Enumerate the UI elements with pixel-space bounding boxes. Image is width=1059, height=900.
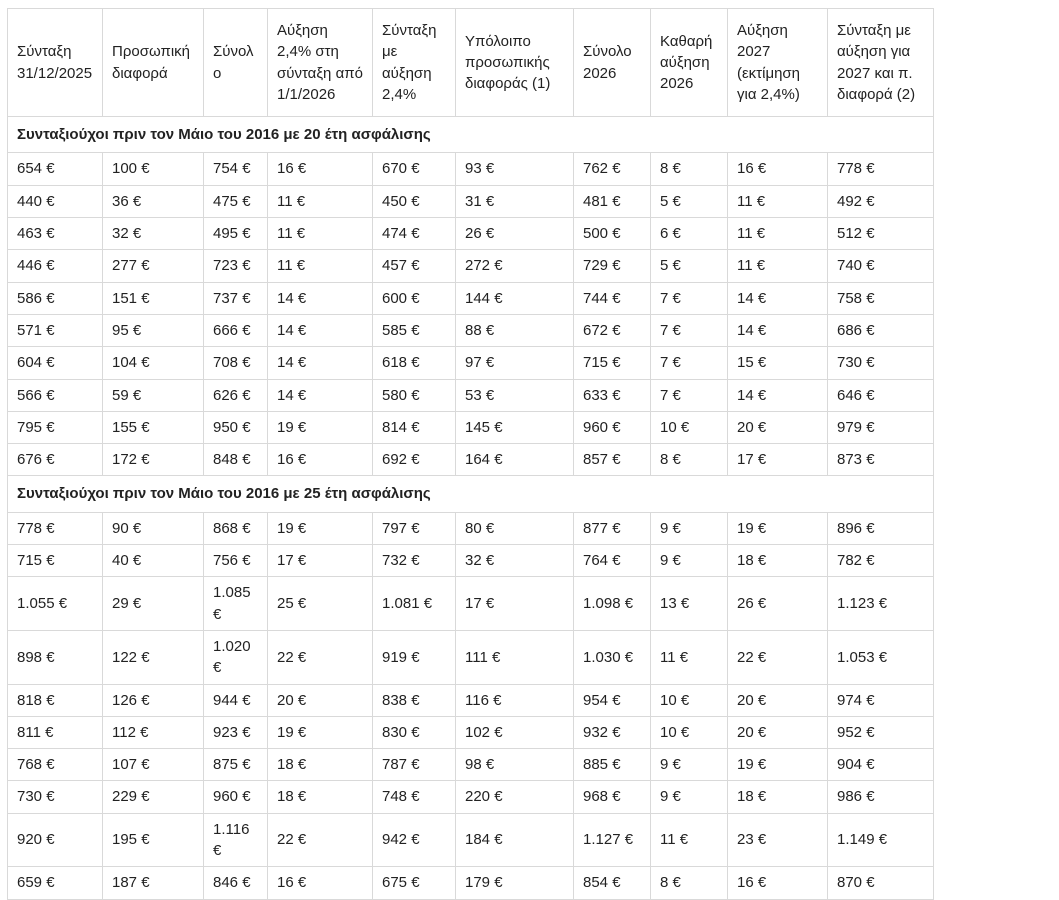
cell: 492 € xyxy=(828,185,934,217)
cell: 740 € xyxy=(828,250,934,282)
cell: 195 € xyxy=(103,813,204,867)
cell: 19 € xyxy=(728,512,828,544)
cell: 586 € xyxy=(8,282,103,314)
cell: 571 € xyxy=(8,314,103,346)
cell: 93 € xyxy=(456,153,574,185)
table-body xyxy=(8,117,934,899)
cell: 500 € xyxy=(574,218,651,250)
cell: 25 € xyxy=(268,577,373,631)
cell: 782 € xyxy=(828,545,934,577)
cell: 19 € xyxy=(268,716,373,748)
cell: 14 € xyxy=(268,347,373,379)
cell: 944 € xyxy=(204,684,268,716)
cell: 18 € xyxy=(268,781,373,813)
cell: 512 € xyxy=(828,218,934,250)
cell: 580 € xyxy=(373,379,456,411)
cell: 585 € xyxy=(373,314,456,346)
column-header: Σύνταξη με αύξηση 2,4% xyxy=(373,9,456,117)
cell: 16 € xyxy=(728,867,828,899)
cell: 19 € xyxy=(268,512,373,544)
cell: 723 € xyxy=(204,250,268,282)
cell: 868 € xyxy=(204,512,268,544)
cell: 98 € xyxy=(456,749,574,781)
table-row xyxy=(8,314,934,346)
cell: 686 € xyxy=(828,314,934,346)
cell: 1.127 € xyxy=(574,813,651,867)
cell: 960 € xyxy=(574,411,651,443)
cell: 88 € xyxy=(456,314,574,346)
cell: 1.149 € xyxy=(828,813,934,867)
cell: 11 € xyxy=(728,218,828,250)
cell: 104 € xyxy=(103,347,204,379)
cell: 14 € xyxy=(728,282,828,314)
cell: 748 € xyxy=(373,781,456,813)
table-row xyxy=(8,867,934,899)
cell: 1.053 € xyxy=(828,630,934,684)
cell: 875 € xyxy=(204,749,268,781)
cell: 59 € xyxy=(103,379,204,411)
cell: 32 € xyxy=(103,218,204,250)
cell: 5 € xyxy=(651,185,728,217)
cell: 795 € xyxy=(8,411,103,443)
cell: 737 € xyxy=(204,282,268,314)
cell: 475 € xyxy=(204,185,268,217)
cell: 830 € xyxy=(373,716,456,748)
cell: 904 € xyxy=(828,749,934,781)
table-row xyxy=(8,577,934,631)
cell: 932 € xyxy=(574,716,651,748)
cell: 877 € xyxy=(574,512,651,544)
cell: 633 € xyxy=(574,379,651,411)
cell: 1.081 € xyxy=(373,577,456,631)
cell: 1.055 € xyxy=(8,577,103,631)
table-row xyxy=(8,749,934,781)
cell: 870 € xyxy=(828,867,934,899)
cell: 873 € xyxy=(828,444,934,476)
cell: 670 € xyxy=(373,153,456,185)
cell: 13 € xyxy=(651,577,728,631)
table-row xyxy=(8,444,934,476)
cell: 14 € xyxy=(268,314,373,346)
cell: 8 € xyxy=(651,153,728,185)
table-row xyxy=(8,185,934,217)
cell: 126 € xyxy=(103,684,204,716)
cell: 659 € xyxy=(8,867,103,899)
cell: 1.098 € xyxy=(574,577,651,631)
cell: 676 € xyxy=(8,444,103,476)
cell: 708 € xyxy=(204,347,268,379)
cell: 14 € xyxy=(268,282,373,314)
cell: 22 € xyxy=(268,630,373,684)
cell: 97 € xyxy=(456,347,574,379)
cell: 974 € xyxy=(828,684,934,716)
cell: 797 € xyxy=(373,512,456,544)
cell: 9 € xyxy=(651,512,728,544)
cell: 14 € xyxy=(728,314,828,346)
cell: 26 € xyxy=(456,218,574,250)
cell: 10 € xyxy=(651,684,728,716)
cell: 732 € xyxy=(373,545,456,577)
cell: 102 € xyxy=(456,716,574,748)
column-header: Υπόλοιπο προσωπικής διαφοράς (1) xyxy=(456,9,574,117)
cell: 968 € xyxy=(574,781,651,813)
cell: 495 € xyxy=(204,218,268,250)
cell: 172 € xyxy=(103,444,204,476)
table-row xyxy=(8,716,934,748)
table-row xyxy=(8,411,934,443)
cell: 164 € xyxy=(456,444,574,476)
cell: 768 € xyxy=(8,749,103,781)
cell: 20 € xyxy=(728,716,828,748)
cell: 885 € xyxy=(574,749,651,781)
cell: 229 € xyxy=(103,781,204,813)
cell: 675 € xyxy=(373,867,456,899)
cell: 18 € xyxy=(268,749,373,781)
cell: 600 € xyxy=(373,282,456,314)
cell: 155 € xyxy=(103,411,204,443)
cell: 986 € xyxy=(828,781,934,813)
section-title: Συνταξιούχοι πριν τον Μάιο του 2016 με 25 έτη ασφάλισης xyxy=(8,476,934,512)
cell: 17 € xyxy=(728,444,828,476)
cell: 758 € xyxy=(828,282,934,314)
cell: 1.085 € xyxy=(204,577,268,631)
column-header: Καθαρή αύξηση 2026 xyxy=(651,9,728,117)
cell: 220 € xyxy=(456,781,574,813)
cell: 952 € xyxy=(828,716,934,748)
cell: 18 € xyxy=(728,781,828,813)
cell: 9 € xyxy=(651,781,728,813)
cell: 604 € xyxy=(8,347,103,379)
cell: 116 € xyxy=(456,684,574,716)
cell: 53 € xyxy=(456,379,574,411)
cell: 11 € xyxy=(268,185,373,217)
cell: 979 € xyxy=(828,411,934,443)
cell: 36 € xyxy=(103,185,204,217)
cell: 19 € xyxy=(728,749,828,781)
cell: 762 € xyxy=(574,153,651,185)
table-row xyxy=(8,684,934,716)
cell: 1.020 € xyxy=(204,630,268,684)
column-header: Προσωπική διαφορά xyxy=(103,9,204,117)
cell: 15 € xyxy=(728,347,828,379)
column-header: Αύξηση 2027 (εκτίμηση για 2,4%) xyxy=(728,9,828,117)
cell: 17 € xyxy=(456,577,574,631)
cell: 11 € xyxy=(728,185,828,217)
cell: 100 € xyxy=(103,153,204,185)
cell: 666 € xyxy=(204,314,268,346)
cell: 8 € xyxy=(651,444,728,476)
cell: 14 € xyxy=(728,379,828,411)
cell: 7 € xyxy=(651,347,728,379)
column-header: Σύνολο 2026 xyxy=(574,9,651,117)
cell: 29 € xyxy=(103,577,204,631)
table-row xyxy=(8,512,934,544)
cell: 618 € xyxy=(373,347,456,379)
cell: 26 € xyxy=(728,577,828,631)
table-row xyxy=(8,813,934,867)
cell: 764 € xyxy=(574,545,651,577)
table-row xyxy=(8,218,934,250)
cell: 744 € xyxy=(574,282,651,314)
cell: 14 € xyxy=(268,379,373,411)
cell: 187 € xyxy=(103,867,204,899)
cell: 144 € xyxy=(456,282,574,314)
cell: 1.116 € xyxy=(204,813,268,867)
cell: 756 € xyxy=(204,545,268,577)
cell: 1.123 € xyxy=(828,577,934,631)
cell: 960 € xyxy=(204,781,268,813)
cell: 277 € xyxy=(103,250,204,282)
section-title-row xyxy=(8,117,934,153)
cell: 23 € xyxy=(728,813,828,867)
cell: 16 € xyxy=(268,444,373,476)
cell: 112 € xyxy=(103,716,204,748)
cell: 20 € xyxy=(728,684,828,716)
header-row xyxy=(8,9,934,117)
cell: 9 € xyxy=(651,545,728,577)
cell: 6 € xyxy=(651,218,728,250)
cell: 151 € xyxy=(103,282,204,314)
cell: 107 € xyxy=(103,749,204,781)
table-row xyxy=(8,153,934,185)
cell: 20 € xyxy=(728,411,828,443)
cell: 920 € xyxy=(8,813,103,867)
cell: 778 € xyxy=(828,153,934,185)
cell: 440 € xyxy=(8,185,103,217)
cell: 1.030 € xyxy=(574,630,651,684)
cell: 10 € xyxy=(651,716,728,748)
cell: 90 € xyxy=(103,512,204,544)
column-header: Σύνταξη με αύξηση για 2027 και π. διαφορά (2) xyxy=(828,9,934,117)
cell: 814 € xyxy=(373,411,456,443)
cell: 481 € xyxy=(574,185,651,217)
cell: 184 € xyxy=(456,813,574,867)
column-header: Σύνταξη 31/12/2025 xyxy=(8,9,103,117)
cell: 919 € xyxy=(373,630,456,684)
cell: 11 € xyxy=(651,813,728,867)
column-header: Σύνολο xyxy=(204,9,268,117)
cell: 778 € xyxy=(8,512,103,544)
section-title-row xyxy=(8,476,934,512)
cell: 450 € xyxy=(373,185,456,217)
cell: 7 € xyxy=(651,379,728,411)
cell: 10 € xyxy=(651,411,728,443)
cell: 954 € xyxy=(574,684,651,716)
table-row xyxy=(8,630,934,684)
cell: 7 € xyxy=(651,314,728,346)
cell: 40 € xyxy=(103,545,204,577)
table-row xyxy=(8,347,934,379)
table-row xyxy=(8,250,934,282)
cell: 5 € xyxy=(651,250,728,282)
table-row xyxy=(8,379,934,411)
cell: 11 € xyxy=(268,250,373,282)
table-row xyxy=(8,282,934,314)
cell: 646 € xyxy=(828,379,934,411)
cell: 474 € xyxy=(373,218,456,250)
cell: 95 € xyxy=(103,314,204,346)
cell: 818 € xyxy=(8,684,103,716)
cell: 457 € xyxy=(373,250,456,282)
cell: 16 € xyxy=(268,153,373,185)
cell: 17 € xyxy=(268,545,373,577)
cell: 787 € xyxy=(373,749,456,781)
cell: 11 € xyxy=(268,218,373,250)
cell: 715 € xyxy=(574,347,651,379)
table-row xyxy=(8,545,934,577)
cell: 838 € xyxy=(373,684,456,716)
cell: 626 € xyxy=(204,379,268,411)
cell: 16 € xyxy=(268,867,373,899)
cell: 7 € xyxy=(651,282,728,314)
cell: 730 € xyxy=(8,781,103,813)
cell: 896 € xyxy=(828,512,934,544)
cell: 11 € xyxy=(651,630,728,684)
cell: 692 € xyxy=(373,444,456,476)
cell: 857 € xyxy=(574,444,651,476)
cell: 22 € xyxy=(728,630,828,684)
cell: 730 € xyxy=(828,347,934,379)
cell: 80 € xyxy=(456,512,574,544)
cell: 22 € xyxy=(268,813,373,867)
cell: 854 € xyxy=(574,867,651,899)
pension-increase-table xyxy=(7,8,934,900)
cell: 111 € xyxy=(456,630,574,684)
cell: 122 € xyxy=(103,630,204,684)
cell: 566 € xyxy=(8,379,103,411)
cell: 846 € xyxy=(204,867,268,899)
cell: 654 € xyxy=(8,153,103,185)
cell: 672 € xyxy=(574,314,651,346)
cell: 715 € xyxy=(8,545,103,577)
cell: 942 € xyxy=(373,813,456,867)
cell: 8 € xyxy=(651,867,728,899)
section-title: Συνταξιούχοι πριν τον Μάιο του 2016 με 20 έτη ασφάλισης xyxy=(8,117,934,153)
cell: 31 € xyxy=(456,185,574,217)
cell: 32 € xyxy=(456,545,574,577)
cell: 16 € xyxy=(728,153,828,185)
cell: 9 € xyxy=(651,749,728,781)
cell: 754 € xyxy=(204,153,268,185)
cell: 811 € xyxy=(8,716,103,748)
column-header: Αύξηση 2,4% στη σύνταξη από 1/1/2026 xyxy=(268,9,373,117)
cell: 145 € xyxy=(456,411,574,443)
cell: 18 € xyxy=(728,545,828,577)
cell: 463 € xyxy=(8,218,103,250)
table-header xyxy=(8,9,934,117)
cell: 848 € xyxy=(204,444,268,476)
cell: 898 € xyxy=(8,630,103,684)
cell: 923 € xyxy=(204,716,268,748)
table-row xyxy=(8,781,934,813)
cell: 272 € xyxy=(456,250,574,282)
cell: 11 € xyxy=(728,250,828,282)
cell: 950 € xyxy=(204,411,268,443)
cell: 179 € xyxy=(456,867,574,899)
cell: 19 € xyxy=(268,411,373,443)
cell: 446 € xyxy=(8,250,103,282)
cell: 729 € xyxy=(574,250,651,282)
cell: 20 € xyxy=(268,684,373,716)
